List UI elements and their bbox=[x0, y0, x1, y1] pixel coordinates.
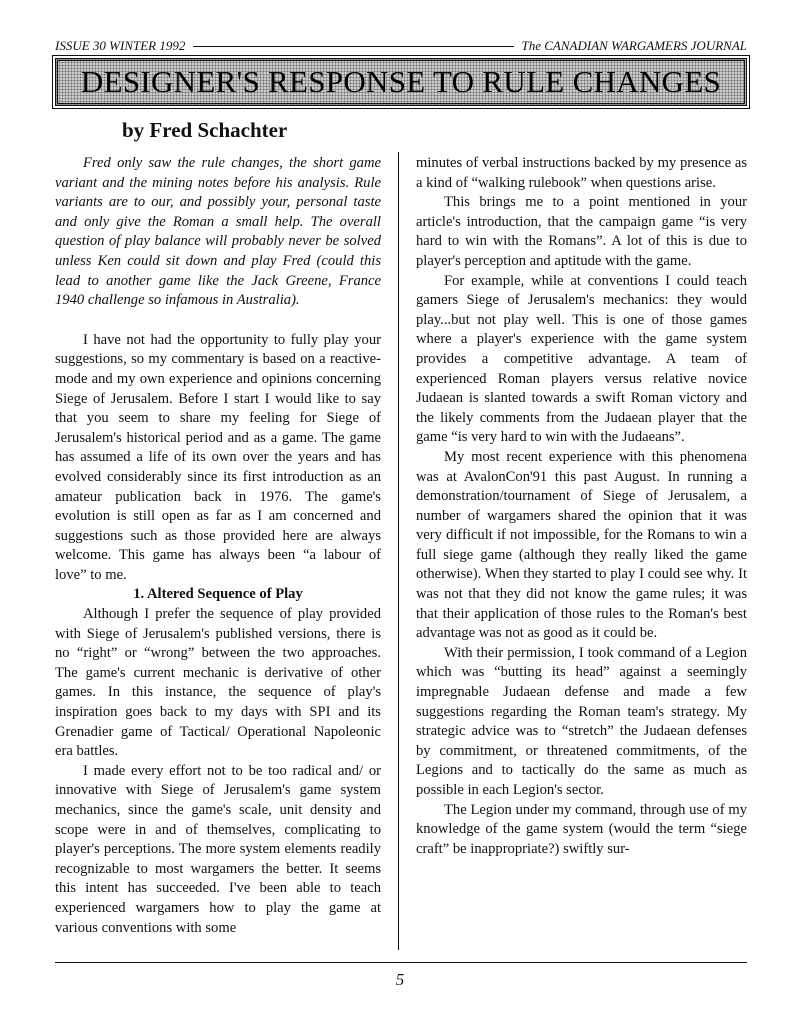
journal-name: The CANADIAN WARGAMERS JOURNAL bbox=[521, 38, 747, 53]
editor-intro: Fred only saw the rule changes, the short game variant and the mining notes before his analysis. Rule variants are to our, and possibly your, personal taste and only give the Roman a small help. The overall question of play balance will probably never be solved unless Ken could sit down and play Fred (could this lead to another game like the Jack Greene, France 1940 challenge so infamous in Australia). bbox=[55, 155, 381, 309]
footer-rule bbox=[55, 962, 747, 963]
paragraph: minutes of verbal instructions backed by my presence as a kind of “walking rulebook” when questions arise. bbox=[416, 155, 747, 191]
page-number: 5 bbox=[395, 970, 405, 989]
paragraph: The Legion under my command, through use of my knowledge of the game system (would the term “siege craft” be inappropriate?) swiftly sur- bbox=[416, 801, 747, 857]
right-column bbox=[416, 154, 747, 859]
column-divider bbox=[398, 152, 399, 950]
section-heading: 1. Altered Sequence of Play bbox=[133, 586, 303, 603]
paragraph: I have not had the opportunity to fully play your suggestions, so my commentary is based on a reactive-mode and my own experience and opinions concerning Siege of Jerusalem. Before I start I would like to say that you seem to share my feeling for Siege of Jerusalem's historical period and as a game. The game has assumed a life of its own over the years and has evolved considerably since its first introduction as an amateur publication back in 1976. The game's evolution is still open as far as I am concerned and suggestions such as those provided here are always welcome. This game has always been “a labour of love” to me. bbox=[55, 331, 381, 583]
paragraph: My most recent experience with this phenomena was at AvalonCon'91 this past August. In running a demonstration/tournament of Siege of Jerusalem, a number of wargamers shared the opinion that it was very difficult if not impossible, for the Romans to win a full siege game (although they really liked the game otherwise). When they started to play I could see why. It was not that they did not know the game rules; it was that their application of those rules to the Roman's best advantage was not as good as it could be. bbox=[416, 448, 747, 642]
paragraph: For example, while at conventions I could teach gamers Siege of Jerusalem's mechanics: they would play...but not play well. This is one of those games where a player's experience with the game system provides a competitive advantage. A team of experienced Roman players versus relative novice Judaean is slanted towards a swift Roman victory and the likely comments from the Judaean player that the game “is very hard to win with the Judaeans”. bbox=[416, 272, 747, 446]
header-rule bbox=[193, 46, 513, 47]
running-header bbox=[55, 36, 747, 56]
paragraph: I made every effort not to be too radical and/ or innovative with Siege of Jerusalem's game system mechanics, since the game's scale, unit density and scope were in and of themselves, complicating to player's perceptions. The more system elements readily recognizable to most wargamers the better. It seems this intent has succeeded. I've been able to teach experienced wargamers how to play the game at various conventions with some bbox=[55, 762, 381, 936]
byline: by Fred Schachter bbox=[122, 118, 288, 142]
article-title: DESIGNER'S RESPONSE TO RULE CHANGES bbox=[80, 64, 722, 99]
paragraph: Although I prefer the sequence of play provided with Siege of Jerusalem's published versions, there is no “right” or “wrong” between the two approaches. The game's current mechanic is derivative of other games. In this instance, the sequence of play's inspiration goes back to my days with SPI and its Grenadier game of Tactical/ Operational Napoleonic era battles. bbox=[55, 606, 381, 760]
issue-label: ISSUE 30 WINTER 1992 bbox=[55, 38, 186, 53]
left-column bbox=[55, 154, 381, 938]
paragraph: With their permission, I took command of a Legion which was “butting its head” against a seemingly impregnable Judaean defense and made a few suggestions regarding the Roman team's strategy. My strategic advice was to “stretch” the Judaean defenses by commitment, or threatened commitments, of the Legions and to tactically do the same as much as possible in each Legion's sector. bbox=[416, 644, 747, 798]
article-title-banner bbox=[55, 58, 747, 106]
paragraph: This brings me to a point mentioned in your article's introduction, that the campaign game “is very hard to win with the Romans”. A lot of this is due to player's perception and aptitude with the game. bbox=[416, 194, 747, 269]
